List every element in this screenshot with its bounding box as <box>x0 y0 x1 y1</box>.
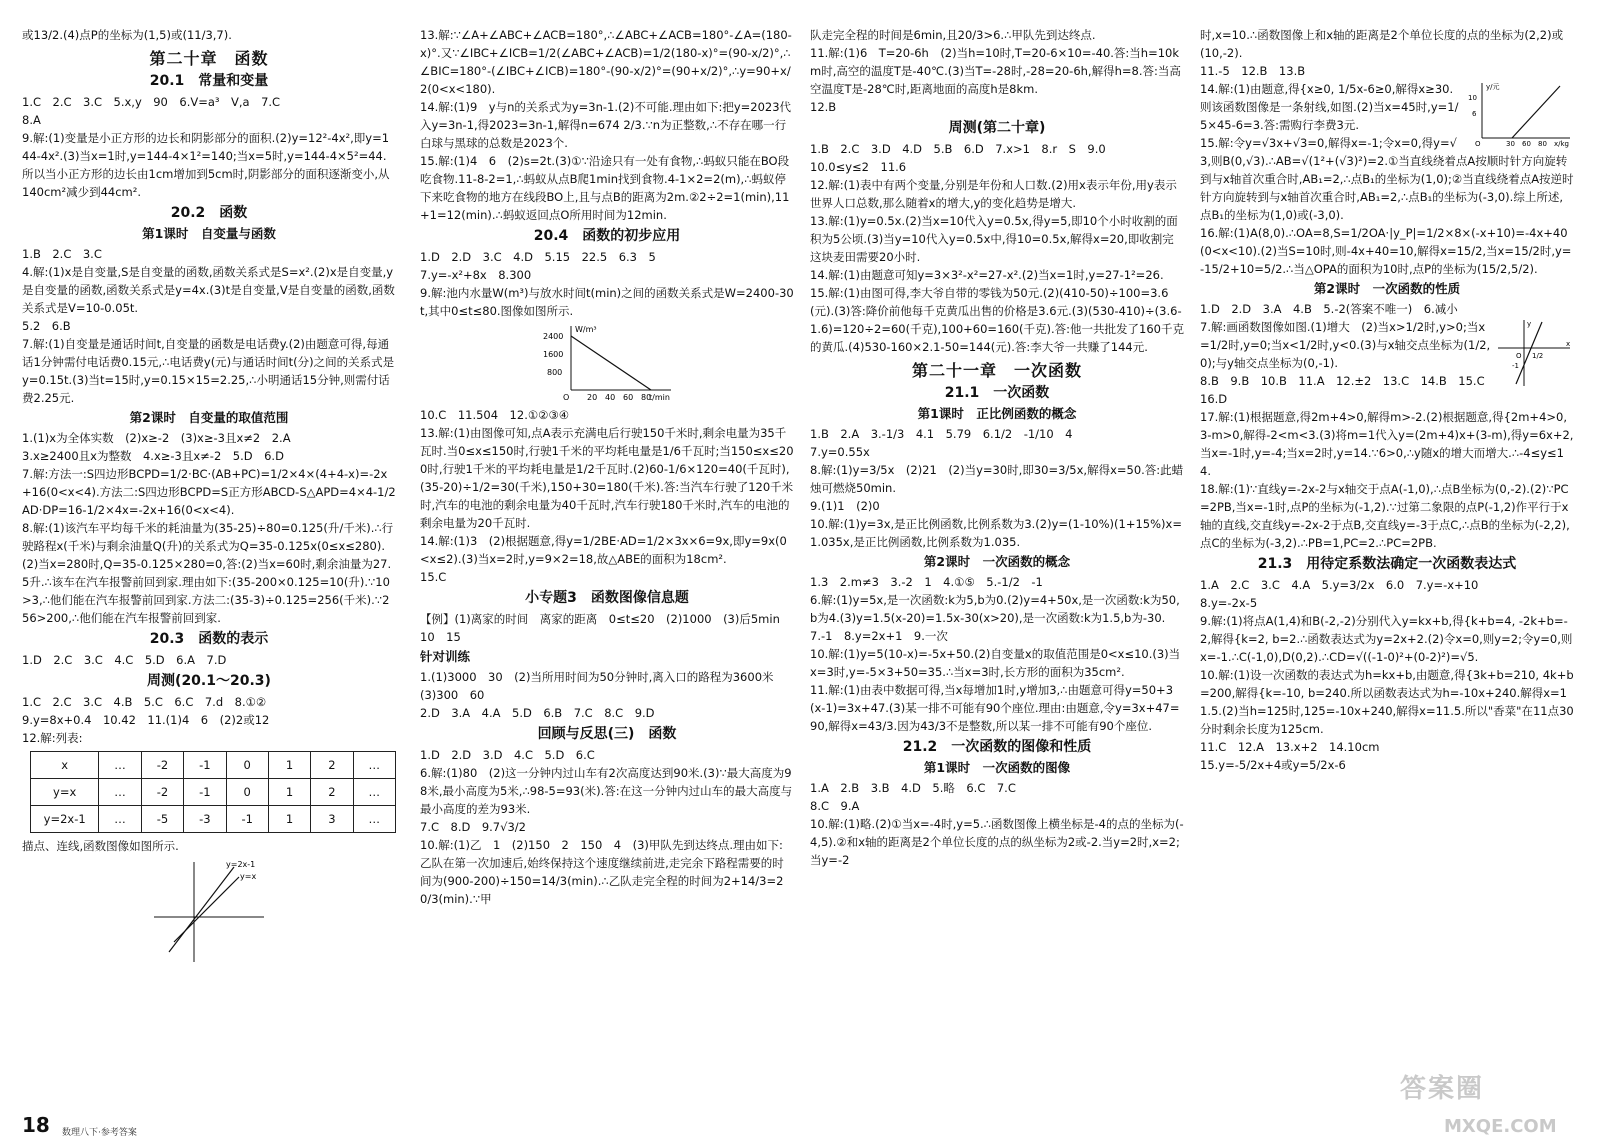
table-row <box>31 806 396 833</box>
answer-line: 1.A 2.C 3.C 4.A 5.y=3/2x 6.0 7.y=-x+10 <box>1200 578 1479 592</box>
lesson-heading-1: 第1课时 自变量与函数 <box>142 226 276 241</box>
table-cell: … <box>353 779 395 806</box>
column-3 <box>810 26 1184 1111</box>
tick-label: 20 <box>587 393 598 402</box>
tick-label: 800 <box>547 368 563 377</box>
answer-line: 11.-5 12.B 13.B <box>1200 64 1306 78</box>
answer-line: 1.(1)3000 30 (2)当所用时间为50分钟时,离入口的路程为3600米 (3)300 60 <box>420 670 786 702</box>
answer-line: 8.B 9.B 10.B 11.A 12.±2 13.C 14.B 15.C <box>1200 374 1485 388</box>
water-volume-graph <box>537 322 677 404</box>
weekly-test-heading: 周测(第二十章) <box>948 120 1046 136</box>
answer-line: 1.A 2.B 3.B 4.D 5.略 6.C 7.C <box>810 781 1016 795</box>
answer-line: 9.解:(1)变量是小正方形的边长和阴影部分的面积.(2)y=12²-4x²,即y=144-4x².(3)当x=1时,y=144-4×1²=140;当x=5时,y=144-4×5²=44.所以当小正方形的边长由1cm增加到5cm时,阴影部分的面积逐渐变小,从140cm²减少到44cm². <box>22 131 390 199</box>
table-row <box>31 779 396 806</box>
answer-line: 10.解:(1)略.(2)①当x=-4时,y=5.∴函数图像上横坐标是-4的点的坐标为(-4,5).②和x轴的距离是2个单位长度的点的纵坐标为2或-2.当y=2时,x=2;当y=-2 <box>810 817 1184 867</box>
answer-line: 9.(1)1 (2)0 <box>810 499 880 513</box>
answer-line: 2.D 3.A 4.A 5.D 6.B 7.C 8.C 9.D <box>420 706 655 720</box>
axis-unit: x/kg <box>1554 140 1569 148</box>
answer-line: 11.C 12.A 13.x+2 14.10cm <box>1200 740 1380 754</box>
graph-label: y=x <box>240 872 257 881</box>
table-cell: -5 <box>141 806 183 833</box>
answer-line: 1.C 2.C 3.C 5.x,y 90 6.V=a³ V,a 7.C <box>22 95 281 109</box>
answer-line: 9.解:(1)将点A(1,4)和B(-2,-2)分别代入y=kx+b,得{k+b=4, -2k+b=-2,解得{k=2, b=2.∴函数表达式为y=2x+2.(2)令x=0,则y=2;令y=0,则x=-1.∴C(-1,0),D(0,2).∴CD=√((-1-0)²+(0-2)²)=√5. <box>1200 614 1573 664</box>
answer-line: 13.解:(1)由图像可知,点A表示充满电后行驶150千米时,剩余电量为35千瓦时.当0≤x≤150时,行驶1千米的平均耗电量是1/6千瓦时;当150≤x≤200时,行驶1千米的平均耗电量是1/2千瓦时.(2)60-1/6×120=40(千瓦时),(35-20)÷1/2=30(千米),150+30=180(千米).答:当汽车行驶了120千米时,汽车的电池的剩余电量为40千瓦时,汽车行驶180千米时,汽车的电池的剩余电量为20千瓦时. <box>420 426 794 530</box>
table-cell: 2 <box>311 779 353 806</box>
table-cell: -2 <box>141 752 183 779</box>
table-cell: … <box>353 806 395 833</box>
answer-line: 14.解:(1)由题意可知y=3×3²-x²=27-x².(2)当x=1时,y=27-1²=26. <box>810 268 1164 282</box>
table-cell: 0 <box>226 752 268 779</box>
table-cell: x <box>31 752 99 779</box>
answer-line: 1.B 2.A 3.-1/3 4.1 5.79 6.1/2 -1/10 4 <box>810 427 1073 441</box>
table-cell: 3 <box>311 806 353 833</box>
answer-line: 12.B <box>810 100 837 114</box>
answer-line: 1.B 2.C 3.D 4.D 5.B 6.D 7.x>1 8.r S 9.0 <box>810 142 1106 156</box>
answer-line: 8.C 9.A <box>810 799 860 813</box>
origin-label: O <box>1475 140 1481 148</box>
answer-line: 1.D 2.D 3.A 4.B 5.-2(答案不唯一) 6.减小 <box>1200 302 1458 316</box>
table-cell: -1 <box>226 806 268 833</box>
answer-line: 15.解:(1)由图可得,李大爷自带的零钱为50元.(2)(410-50)÷100=3.6(元).(3)答:降价前他每千克黄瓜出售的价格是3.6元.(3)(530-410)÷(3.6-1.6)=120÷2=60(千克),100+60=160(千克).答:他一共批发了160千克的黄瓜.(4)530-160×2.1-50=144(元).答:李大爷一共赚了144元. <box>810 286 1184 354</box>
watermark-url: MXQE.COM <box>1444 1116 1557 1137</box>
answer-line: 10.解:(1)y=3x,是正比例函数,比例系数为3.(2)y=(1-10%)(1+15%)x=1.035x,是正比例函数,比例系数为1.035. <box>810 517 1182 549</box>
answer-line: 16.D <box>1200 392 1228 406</box>
answer-line: 8.A <box>22 113 41 127</box>
answer-line: 7.解:方法一:S四边形BCPD=1/2·BC·(AB+PC)=1/2×4×(4+4-x)=-2x+16(0<x<4).方法二:S四边形BCPD=S正方形ABCD-S△APD=4×4-1/2AD·DP=16-1/2×4x=-2x+16(0<x<4). <box>22 467 396 517</box>
axis-label: x <box>1566 340 1571 348</box>
answer-line: 13.解:(1)y=0.5x.(2)当x=10代入y=0.5x,得y=5,即10个小时收割的面积为5公顷.(3)当y=10代入y=0.5x中,得10=0.5x,解得x=20,即收割完这块麦田需要20小时. <box>810 214 1178 264</box>
answer-line: 15.y=-5/2x+4或y=5/2x-6 <box>1200 758 1346 772</box>
table-cell: 1 <box>268 779 310 806</box>
graph-label: y=2x-1 <box>226 860 256 869</box>
answer-line: 10.C 11.504 12.①②③④ <box>420 408 570 422</box>
table-cell: … <box>99 806 141 833</box>
column-1 <box>22 26 396 1111</box>
linear-graph-figure <box>144 857 274 967</box>
answer-line: 7.-1 8.y=2x+1 9.一次 <box>810 629 948 643</box>
answer-line: 3.x≥2400且x为整数 4.x≥-3且x≠-2 5.D 6.D <box>22 449 284 463</box>
axis-label: y <box>1527 320 1532 328</box>
weekly-test-heading: 周测(20.1～20.3) <box>147 673 271 689</box>
answer-line: 4.解:(1)x是自变量,S是自变量的函数,函数关系式是S=x².(2)x是自变量,y是自变量的函数,函数关系式是y=4x.(3)t是自变量,V是自变量的函数,函数关系式是V=10-0.05t. <box>22 265 395 315</box>
answer-line: 15.C <box>420 570 447 584</box>
watermark-logo: 答案圈 <box>1400 1074 1485 1104</box>
section-heading-21-1: 21.1 一次函数 <box>944 385 1050 401</box>
answer-line: 15.解:(1)4 6 (2)s=2t.(3)①∵沿途只有一处有食物,∴蚂蚁只能在BO段吃食物.11-8-2=1,∴蚂蚁从点B爬1min找到食物.4-1×2=2(m),∴蚂蚁停下来吃食物的地方在线段BO上,且与点B的距离为2m.②2÷2=1(min),11+1=12(min).∴蚂蚁返回点O所用时间为12min. <box>420 154 790 222</box>
answer-line: 18.解:(1)∵直线y=-2x-2与x轴交于点A(-1,0),∴点B坐标为(0,-2).(2)∵PC=2PB,当x=-1时,点P的坐标为(-1,2).∵过第二象限的点P(-1,2)作平行于x轴的直线,交直线y=-2x-2于点B,交直线y=-3于点C,∴点B的坐标为(-2,2),点C的坐标为(-3,2).∴PB=1,PC=2.∴PC=2PB. <box>1200 482 1570 550</box>
drill-heading: 针对训练 <box>420 649 471 664</box>
lesson-heading-1: 第1课时 一次函数的图像 <box>923 760 1071 775</box>
answer-line: 15.解:令y=√3x+√3=0,解得x=-1;令x=0,得y=√3,则B(0,√3).∴AB=√(1²+(√3)²)=2.①当直线绕着点A按顺时针方向旋转到与x轴首次重合时,AB₁=2,∴点B₁的坐标为(1,0);②当直线绕着点A按逆时针方向旋转到与x轴首次重合时,AB₁=2,∴点B₁的坐标为(-3,0).综上所述,点B₁的坐标为(1,0)或(-3,0). <box>1200 136 1574 222</box>
tick-label: 1600 <box>543 350 564 359</box>
answer-line: 7.y=0.55x <box>810 445 870 459</box>
tick-label: 30 <box>1506 140 1515 148</box>
answer-line: 14.解:(1)3 (2)根据题意,得y=1/2BE·AD=1/2×3x×6=9x,即y=9x(0<x≤2).(3)当x=2时,y=9×2=18,故△ABE的面积为18cm². <box>420 534 787 566</box>
section-heading-20-4: 20.4 函数的初步应用 <box>533 228 681 244</box>
section-heading-21-2: 21.2 一次函数的图像和性质 <box>902 739 1092 755</box>
section-heading-20-1: 20.1 常量和变量 <box>149 73 269 89</box>
answer-line: 16.解:(1)A(8,0).∴OA=8,S=1/2OA·|y_P|=1/2×8×(-x+10)=-4x+40(0<x<10).(2)当S=10时,则-4x+40=10,解得x=15/2,当x=15/2时,y=-15/2+10=5/2.∴当△OPA的面积为10时,点P的坐标为(15/2,5/2). <box>1200 226 1572 276</box>
column-2 <box>420 26 794 1111</box>
table-cell: y=2x-1 <box>31 806 99 833</box>
answer-line: 17.解:(1)根据题意,得2m+4>0,解得m>-2.(2)根据题意,得{2m+4>0, 3-m>0,解得-2<m<3.(3)将m=1代入y=(2m+4)x+(3-m),得y=6x+2,当x=-1时,y=-4;当x=2时,y=14.∵6>0,∴y随x的增大而增大.∴-4≤y≤14. <box>1200 410 1574 478</box>
answer-line: 7.解:画函数图像如图.(1)增大 (2)当x>1/2时,y>0;当x=1/2时,y=0;当x<1/2时,y<0.(3)与x轴交点坐标为(1/2,0);与y轴交点坐标为(0,-1). <box>1200 320 1491 370</box>
answer-line: 9.解:池内水量W(m³)与放水时间t(min)之间的函数关系式是W=2400-30t,其中0≤t≤80.图像如图所示. <box>420 286 794 318</box>
fare-graph <box>1464 80 1574 148</box>
axis-unit: t/min <box>649 393 670 402</box>
answer-line: 7.y=-x²+8x 8.300 <box>420 268 532 282</box>
table-cell: … <box>99 779 141 806</box>
value-table <box>30 751 396 833</box>
answer-line: 14.解:(1)9 y与n的关系式为y=3n-1.(2)不可能.理由如下:把y=2023代入y=3n-1,得2023=3n-1,解得n=674 2/3.∵n为正整数,∴不存在哪一行白球与黑球的总数是2023个. <box>420 100 792 150</box>
table-cell: -3 <box>184 806 226 833</box>
table-cell: 0 <box>226 779 268 806</box>
table-cell: -2 <box>141 779 183 806</box>
answer-line: 10.0≤y≤2 11.6 <box>810 160 907 174</box>
page-number: 18 <box>22 1113 50 1137</box>
chapter-heading-20: 第二十章 函数 <box>149 49 269 68</box>
answer-line: 12.解:列表: <box>22 731 83 745</box>
answer-line: 11.解:(1)6 T=20-6h (2)当h=10时,T=20-6×10=-40.答:当h=10km时,高空的温度T是-40℃.(3)当T=-28时,-28=20-6h,解得h=8.答:当高空温度T是-28℃时,距离地面的高度h是8km. <box>810 46 1181 96</box>
axis-unit: W/m³ <box>575 325 597 334</box>
table-cell: y=x <box>31 779 99 806</box>
answer-line: 描点、连线,函数图像如图所示. <box>22 839 179 853</box>
answer-line: 6.解:(1)y=5x,是一次函数:k为5,b为0.(2)y=4+50x,是一次函数:k为50,b为4.(3)y=1.5(x-20)=1.5x-30(x>20),是一次函数:k为1.5,b为-30. <box>810 593 1180 625</box>
answer-line: 1.(1)x为全体实数 (2)x≥-2 (3)x≥-3且x≠2 2.A <box>22 431 291 445</box>
tick-label: -1 <box>1512 362 1519 370</box>
table-row <box>31 752 396 779</box>
line-graph-figure <box>1494 318 1574 388</box>
answer-line: 时,x=10.∴函数图像上和x轴的距离是2个单位长度的点的坐标为(2,2)或(10,-2). <box>1200 28 1564 60</box>
answer-line: 1.D 2.D 3.C 4.D 5.15 22.5 6.3 5 <box>420 250 656 264</box>
origin-label: O <box>563 393 570 402</box>
tick-label: 1/2 <box>1532 352 1544 360</box>
tick-label: 40 <box>605 393 616 402</box>
table-cell: 1 <box>268 806 310 833</box>
table-cell: -1 <box>184 779 226 806</box>
lesson-heading-2: 第2课时 一次函数的概念 <box>923 554 1071 569</box>
answer-line: 8.y=-2x-5 <box>1200 596 1258 610</box>
tick-label: 6 <box>1472 110 1477 118</box>
section-heading-20-2: 20.2 函数 <box>170 205 248 221</box>
tick-label: 80 <box>641 393 652 402</box>
answer-line: 1.B 2.C 3.C <box>22 247 102 261</box>
answer-line: 【例】(1)离家的时间 离家的距离 0≤t≤20 (2)1000 (3)后5min 10 15 <box>420 612 792 644</box>
answer-line: 7.C 8.D 9.7√3/2 <box>420 820 526 834</box>
lesson-heading-1: 第1课时 正比例函数的概念 <box>917 406 1077 421</box>
table-cell: 1 <box>268 752 310 779</box>
answer-line: 14.解:(1)由题意,得{x≥0, 1/5x-6≥0,解得x≥30.则该函数图像是一条射线,如图.(2)当x=45时,y=1/5×45-6=3.答:需购行李费3元. <box>1200 82 1459 132</box>
review-heading-3: 回顾与反思(三) 函数 <box>537 726 677 742</box>
tick-label: 10 <box>1468 94 1477 102</box>
table-cell: 2 <box>311 752 353 779</box>
answer-line: 10.解:(1)乙 1 (2)150 2 150 4 (3)甲队先到达终点.理由如下:乙队在第一次加速后,始终保持这个速度继续前进,走完余下路程需要的时间为(900-200)÷150=14/3(min).∴乙队走完全程的时间为2+14/3=20/3(min).∵甲 <box>420 838 784 906</box>
answer-line: 8.解:(1)y=3/5x (2)21 (2)当y=30时,即30=3/5x,解得x=50.答:此蜡烛可燃烧50min. <box>810 463 1184 495</box>
section-heading-21-3: 21.3 用待定系数法确定一次函数表达式 <box>1257 556 1517 572</box>
answer-line: 10.解:(1)设一次函数的表达式为h=kx+b,由题意,得{3k+b=210, 4k+b=200,解得{k=-10, b=240.所以函数表达式为h=-10x+240.解得x=11.5.(2)当h=125时,125=-10x+240,解得x=11.5.所以"香菜"在11点30分时剩余长度为125cm. <box>1200 668 1574 736</box>
answer-line: 队走完全程的时间是6min,且20/3>6.∴甲队先到达终点. <box>810 28 1096 42</box>
answer-line: 1.3 2.m≠3 3.-2 1 4.①⑤ 5.-1/2 -1 <box>810 575 1043 589</box>
table-cell: -1 <box>184 752 226 779</box>
answer-line: 9.y=8x+0.4 10.42 11.(1)4 6 (2)2或12 <box>22 713 270 727</box>
origin-label: O <box>1516 352 1522 360</box>
chapter-heading-21: 第二十一章 一次函数 <box>911 361 1082 380</box>
answer-line: 12.解:(1)表中有两个变量,分别是年份和人口数.(2)用x表示年份,用y表示世界人口总数,那么随着x的增大,y的变化趋势是增大. <box>810 178 1177 210</box>
column-4 <box>1200 26 1574 1111</box>
section-heading-20-3: 20.3 函数的表示 <box>149 631 269 647</box>
answer-line: 6.解:(1)80 (2)这一分钟内过山车有2次高度达到90米.(3)∵最大高度为98米,最小高度为5米,∴98-5=93(米).答:在这一分钟内过山车的最大高度与最小高度的差为93米. <box>420 766 793 816</box>
axis-unit: y/元 <box>1486 83 1500 91</box>
table-cell: … <box>99 752 141 779</box>
answer-line: 7.解:(1)自变量是通话时间t,自变量的函数是电话费y.(2)由题意可得,每通话1分钟需付电话费0.15元,∴电话费y(元)与通话时间t(分)之间的关系式是y=0.15t.(3)当t=15时,y=0.15×15=2.25,∴小明通话15分钟,则需付话费2.25元. <box>22 337 395 405</box>
table-cell: … <box>353 752 395 779</box>
answer-line: 1.C 2.C 3.C 4.B 5.C 6.C 7.d 8.①② <box>22 695 267 709</box>
answer-line: 1.D 2.C 3.C 4.C 5.D 6.A 7.D <box>22 653 227 667</box>
tick-label: 60 <box>623 393 634 402</box>
answer-line: 5.2 6.B <box>22 319 71 333</box>
answer-line: 或13/2.(4)点P的坐标为(1,5)或(11/3,7). <box>22 28 232 42</box>
answer-line: 10.解:(1)y=5(10-x)=-5x+50.(2)自变量x的取值范围是0<x≤10.(3)当x=3时,y=-5×3+50=35.∴当x=3时,长方形的面积为35cm². <box>810 647 1181 679</box>
tick-label: 60 <box>1522 140 1531 148</box>
topic-heading-3: 小专题3 函数图像信息题 <box>525 590 689 606</box>
answer-line: 8.解:(1)该汽车平均每千米的耗油量为(35-25)÷80=0.125(升/千米).∴行驶路程x(千米)与剩余油量Q(升)的关系式为Q=35-0.125x(0≤x≤280).(2)当x=280时,Q=35-0.125×280=0,答:(2)当x=60时,剩余油量为27.5升.∴该车在汽车报警前回到家.理由如下:(35-200×0.125=10(升).∵10>3,∴他们能在汽车报警前回到家.方法二:(35-3)÷0.125=256(千米).∵256>200,∴他们能在汽车报警前回到家. <box>22 521 394 625</box>
answer-line: 11.解:(1)由表中数据可得,当x每增加1时,y增加3,∴由题意可得y=50+3(x-1)=3x+47.(3)某一排不可能有90个座位.理由:由题意,令y=3x+47=90,解得x=43/3.因为43/3不是整数,所以某一排不可能有90个座位. <box>810 683 1180 733</box>
lesson-heading-2: 第2课时 一次函数的性质 <box>1313 281 1461 296</box>
lesson-heading-2: 第2课时 自变量的取值范围 <box>129 410 289 425</box>
tick-label: 2400 <box>543 332 564 341</box>
answer-line: 13.解:∵∠A+∠ABC+∠ACB=180°,∴∠ABC+∠ACB=180°-∠A=(180-x)°.又∵∠IBC+∠ICB=1/2(∠ABC+∠ACB)=1/2(180-x)°=(90-x/2)°,∴∠BIC=180°-(∠IBC+∠ICB)=180°-(90-x/2)°=(90+x/2)°,∴y=90+x/2(0<x<180). <box>420 28 792 96</box>
answer-line: 1.D 2.D 3.D 4.C 5.D 6.C <box>420 748 595 762</box>
footer-label: 数理八下·参考答案 <box>62 1128 137 1138</box>
tick-label: 80 <box>1538 140 1547 148</box>
